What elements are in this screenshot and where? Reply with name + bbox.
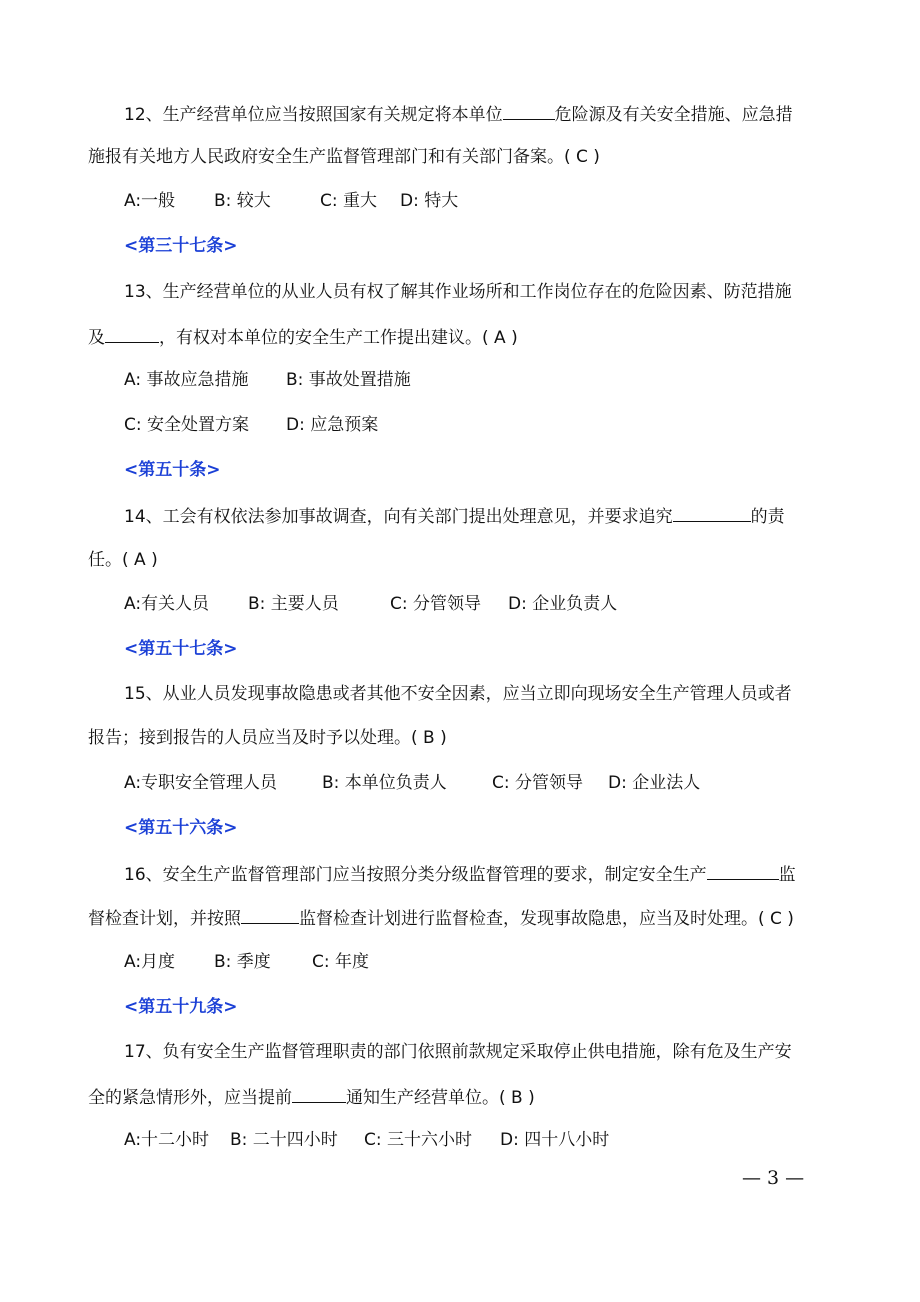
q14-line2: 任。( A ) — [88, 550, 158, 570]
q13-option-c: C: 安全处置方案 — [124, 415, 250, 435]
q13-option-b: B: 事故处置措施 — [286, 370, 411, 390]
q14-options — [124, 592, 617, 616]
q14-line1 — [124, 503, 785, 529]
q17-text-a: 全的紧急情形外，应当提前 — [88, 1088, 292, 1108]
q15-line2: 报告；接到报告的人员应当及时予以处理。( B ) — [88, 728, 447, 748]
q13-options-row2 — [124, 413, 378, 437]
q15-line1: 15、从业人员发现事故隐患或者其他不安全因素，应当立即向现场安全生产管理人员或者 — [124, 684, 792, 704]
page-number: — 3 — — [742, 1167, 805, 1189]
q17-option-c: C: 三十六小时 — [364, 1130, 473, 1150]
q14-blank — [673, 503, 751, 522]
q13-article-ref: <第五十条> — [124, 460, 221, 480]
q12-line2: 施报有关地方人民政府安全生产监督管理部门和有关部门备案。( C ) — [88, 147, 600, 167]
q17-blank — [292, 1084, 346, 1103]
q17-option-b: B: 二十四小时 — [230, 1130, 338, 1150]
q14-text-a: 14、工会有权依法参加事故调查，向有关部门提出处理意见，并要求追究 — [124, 507, 673, 527]
q13-text-a: 及 — [88, 328, 105, 348]
q14-option-a: A:有关人员 — [124, 594, 210, 614]
q13-options-row1 — [124, 368, 411, 392]
q13-option-a: A: 事故应急措施 — [124, 370, 249, 390]
q16-option-c: C: 年度 — [312, 952, 370, 972]
q16-option-b: B: 季度 — [214, 952, 271, 972]
q17-text-b: 通知生产经营单位。( B ) — [346, 1088, 535, 1108]
q12-text-b: 危险源及有关安全措施、应急措 — [554, 105, 793, 125]
q16-line1 — [124, 861, 796, 887]
q16-text-a: 16、安全生产监督管理部门应当按照分类分级监督管理的要求，制定安全生产 — [124, 865, 707, 885]
q14-option-b: B: 主要人员 — [248, 594, 339, 614]
q15-options — [124, 771, 700, 795]
q17-options — [124, 1128, 609, 1152]
q12-line1 — [124, 101, 793, 127]
q13-option-d: D: 应急预案 — [286, 415, 379, 435]
q12-option-c: C: 重大 — [320, 191, 378, 211]
q13-line1: 13、生产经营单位的从业人员有权了解其作业场所和工作岗位存在的危险因素、防范措施 — [124, 282, 792, 302]
q17-line1: 17、负有安全生产监督管理职责的部门依照前款规定采取停止供电措施，除有危及生产安 — [124, 1042, 792, 1062]
q16-blank-2 — [241, 905, 299, 924]
q13-blank — [105, 324, 159, 343]
q12-option-d: D: 特大 — [400, 191, 459, 211]
q15-option-c: C: 分管领导 — [492, 773, 584, 793]
q17-option-a: A:十二小时 — [124, 1130, 210, 1150]
q12-blank — [503, 101, 555, 120]
q16-option-a: A:月度 — [124, 952, 176, 972]
q14-option-d: D: 企业负责人 — [508, 594, 618, 614]
q17-option-d: D: 四十八小时 — [500, 1130, 610, 1150]
q12-article-ref: <第三十七条> — [124, 236, 238, 256]
q15-option-d: D: 企业法人 — [608, 773, 701, 793]
q16-blank-1 — [707, 861, 779, 880]
q12-options — [124, 189, 458, 213]
q13-line2 — [88, 324, 518, 350]
q15-option-a: A:专职安全管理人员 — [124, 773, 278, 793]
q14-article-ref: <第五十七条> — [124, 639, 238, 659]
q14-option-c: C: 分管领导 — [390, 594, 482, 614]
q12-text-a: 12、生产经营单位应当按照国家有关规定将本单位 — [124, 105, 503, 125]
q14-text-b: 的责 — [750, 507, 785, 527]
q16-text-c: 督检查计划，并按照 — [88, 909, 241, 929]
q16-line2 — [88, 905, 794, 931]
q16-options — [124, 950, 369, 974]
q12-option-b: B: 较大 — [214, 191, 271, 211]
q12-option-a: A:一般 — [124, 191, 176, 211]
q16-text-d: 监督检查计划进行监督检查，发现事故隐患，应当及时处理。( C ) — [299, 909, 794, 929]
q15-article-ref: <第五十六条> — [124, 818, 238, 838]
q16-article-ref: <第五十九条> — [124, 997, 238, 1017]
q17-line2 — [88, 1084, 535, 1110]
q13-text-b: ，有权对本单位的安全生产工作提出建议。( A ) — [159, 328, 518, 348]
q15-option-b: B: 本单位负责人 — [322, 773, 447, 793]
q16-text-b: 监 — [778, 865, 796, 885]
